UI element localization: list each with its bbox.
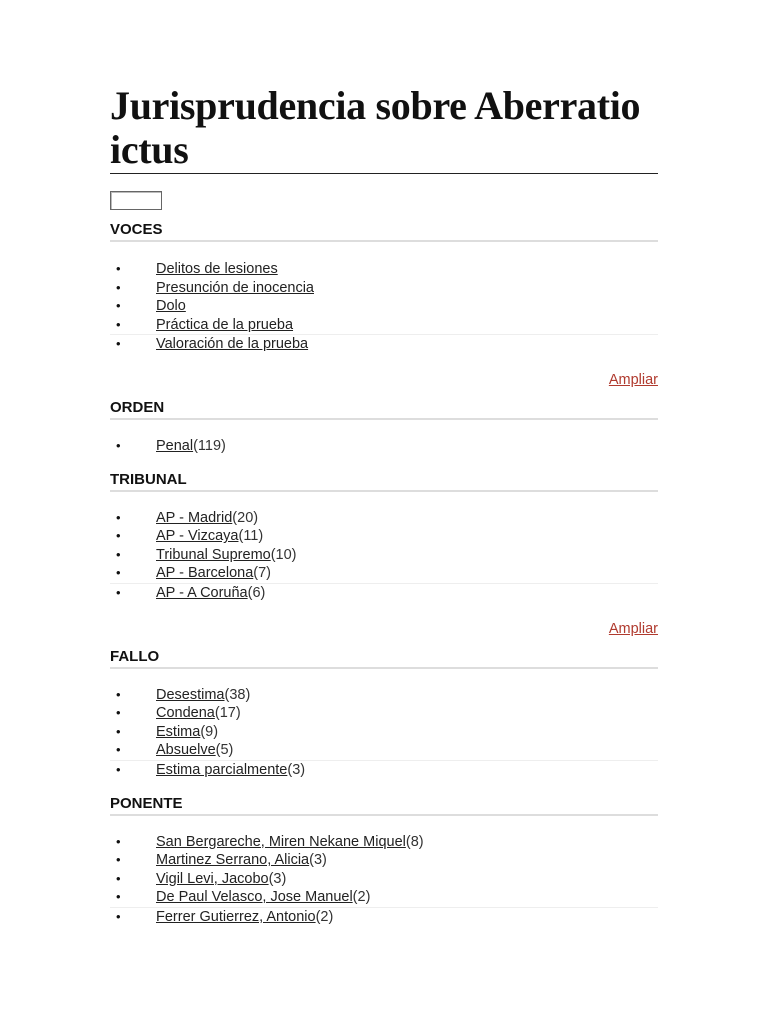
- page-title: Jurisprudencia sobre Aberratio ictus: [110, 84, 658, 174]
- ponente-link[interactable]: San Bergareche, Miren Nekane Miquel: [156, 833, 406, 850]
- list-item: [110, 297, 658, 316]
- section-title-fallo: FALLO: [110, 648, 658, 669]
- item-count: (5): [215, 742, 234, 759]
- ampliar-voces-link[interactable]: Ampliar: [608, 371, 658, 388]
- list-item: [110, 741, 658, 760]
- tribunal-link[interactable]: AP - Barcelona: [156, 565, 254, 582]
- item-count: (38): [224, 686, 251, 703]
- voces-link[interactable]: Práctica de la prueba: [156, 316, 294, 333]
- ponente-list: [110, 833, 658, 927]
- ponente-link[interactable]: Martinez Serrano, Alicia: [156, 852, 310, 869]
- tribunal-link[interactable]: AP - A Coruña: [156, 584, 248, 601]
- fallo-link[interactable]: Desestima: [156, 686, 225, 703]
- item-count: (2): [315, 908, 334, 925]
- list-item: [110, 870, 658, 889]
- item-count: (6): [247, 584, 266, 601]
- list-item: [110, 509, 658, 528]
- tribunal-link[interactable]: AP - Vizcaya: [156, 528, 239, 545]
- item-count: (119): [193, 437, 226, 454]
- tribunal-list: [110, 509, 658, 603]
- item-count: (9): [200, 723, 219, 740]
- list-item: [110, 723, 658, 742]
- item-count: (17): [214, 705, 241, 722]
- ampliar-voces: [110, 371, 658, 389]
- item-count: (2): [352, 889, 371, 906]
- list-item: [110, 279, 658, 298]
- ampliar-tribunal-link[interactable]: Ampliar: [608, 620, 658, 637]
- voces-list: [110, 260, 658, 354]
- section-title-ponente: PONENTE: [110, 795, 658, 816]
- ponente-link[interactable]: Vigil Levi, Jacobo: [156, 870, 269, 887]
- list-item: [110, 851, 658, 870]
- orden-list: [110, 437, 658, 456]
- list-item: [110, 334, 658, 354]
- section-title-orden: ORDEN: [110, 399, 658, 420]
- list-item: [110, 704, 658, 723]
- list-item: [110, 760, 658, 780]
- list-item: [110, 907, 658, 927]
- ampliar-tribunal: [110, 620, 658, 638]
- item-count: (3): [268, 870, 287, 887]
- list-item: [110, 316, 658, 335]
- orden-link[interactable]: Penal: [156, 437, 194, 454]
- page-content: [110, 84, 658, 926]
- section-title-voces: VOCES: [110, 221, 658, 242]
- list-item: [110, 564, 658, 583]
- voces-link[interactable]: Presunción de inocencia: [156, 279, 314, 296]
- voces-link[interactable]: Valoración de la prueba: [156, 336, 309, 353]
- tribunal-link[interactable]: Tribunal Supremo: [156, 546, 271, 563]
- list-item: [110, 527, 658, 546]
- item-count: (8): [405, 833, 424, 850]
- list-item: [110, 888, 658, 907]
- fallo-link[interactable]: Estima: [156, 723, 201, 740]
- ponente-link[interactable]: De Paul Velasco, Jose Manuel: [156, 889, 353, 906]
- tribunal-link[interactable]: AP - Madrid: [156, 509, 233, 526]
- voces-link[interactable]: Delitos de lesiones: [156, 261, 278, 277]
- item-count: (3): [309, 852, 327, 869]
- item-count: (7): [253, 565, 271, 582]
- fallo-link[interactable]: Absuelve: [156, 742, 216, 759]
- fallo-link[interactable]: Estima parcialmente: [156, 761, 288, 778]
- voces-link[interactable]: Dolo: [156, 298, 186, 315]
- item-count: (11): [238, 528, 264, 545]
- list-item: [110, 686, 658, 705]
- search-input[interactable]: [110, 191, 162, 210]
- list-item: [110, 833, 658, 852]
- ponente-link[interactable]: Ferrer Gutierrez, Antonio: [156, 908, 316, 925]
- list-item: [110, 437, 658, 456]
- item-count: (10): [270, 546, 297, 563]
- item-count: (3): [287, 761, 306, 778]
- section-title-tribunal: TRIBUNAL: [110, 471, 658, 492]
- list-item: [110, 583, 658, 603]
- item-count: (20): [232, 509, 259, 526]
- list-item: [110, 546, 658, 565]
- list-item: [110, 260, 658, 279]
- fallo-link[interactable]: Condena: [156, 705, 215, 722]
- fallo-list: [110, 686, 658, 780]
